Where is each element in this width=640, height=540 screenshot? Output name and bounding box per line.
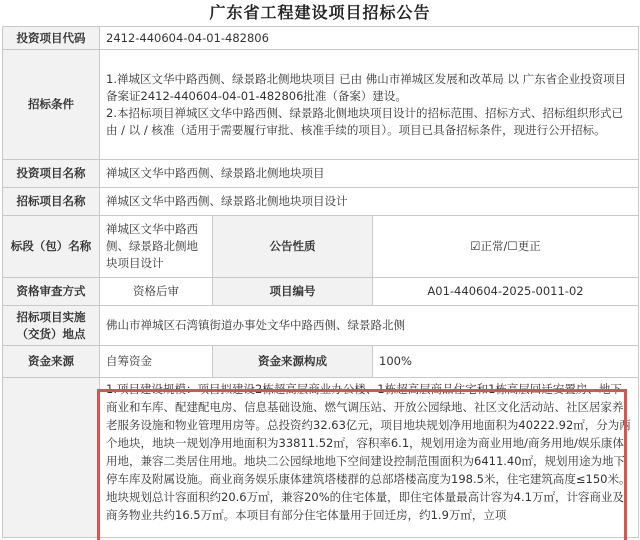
nature-value: ☑正常/☐更正 — [373, 216, 639, 278]
fund-ratio-label: 资金来源构成 — [213, 346, 373, 378]
row-invest-name — [3, 160, 639, 188]
row-code — [3, 27, 639, 50]
scale-label-empty — [3, 378, 100, 538]
row-conditions — [3, 50, 639, 160]
conditions-paragraph-2: 2.本招标项目禅城区文华中路西侧、绿景路北侧地块项目设计的招标范围、招标方式、招标组织形式已由 / 以 / 核准（适用于需要履行审批、核准手续的项目）。项目已具备招标条件，现进行公开招标。 — [106, 105, 623, 137]
row-section — [3, 216, 639, 278]
bid-name-label: 招标项目名称 — [3, 188, 100, 216]
section-value: 禅城区文华中路西侧、绿景路北侧地块项目设计 — [100, 216, 213, 278]
invest-name-label: 投资项目名称 — [3, 160, 100, 188]
scale-paragraph: 1.项目建设规模：项目拟建设2栋超高层商业办公楼、1栋超高层商品住宅和1栋高层回迁安置房、地下商业和车库、配建配电房、信息基础设施、燃气调压站、开放公园绿地、社区文化活动站、社区居家养老服务设施和物业管理用房等。总投资约32.63亿元，项目地块规划净用地面积为40222.92㎡，分为两个地块，地块一规划净用地面积为33811.52㎡，容积率6.1，规划用途为商业用地/商务用地/娱乐康体用地，兼容二类居住用地。地块二公园绿地地下空间建设控制范围面积为6411.40㎡，规划用途为地下停车库及附属设施。商业商务娱乐康体建筑塔楼群的总部塔楼高度为198.5米，住宅建筑高度≤150米。地块规划总计容面积约20.6万㎡，兼容20%的住宅体量，即住宅体量最高计容为4.1万㎡，计容商业及商务物业共约16.5万㎡。本项目有部分住宅体量用于回迁房，约1.9万㎡，立项 — [106, 382, 631, 522]
highlight-box — [97, 389, 627, 540]
conditions-value — [100, 50, 639, 160]
review-label: 资格审查方式 — [3, 278, 100, 306]
row-bid-name — [3, 188, 639, 216]
row-review — [3, 278, 639, 306]
page-title: 广东省工程建设项目招标公告 — [209, 3, 431, 22]
fund-label: 资金来源 — [3, 346, 100, 378]
conditions-paragraph-1: 1.禅城区文华中路西侧、绿景路北侧地块项目 已由 佛山市禅城区发展和改革局 以 广东省企业投资项目备案证2412-440604-04-01-482806批准（备案）建设。 — [106, 71, 627, 103]
location-label: 招标项目实施（交货）地点 — [3, 306, 100, 346]
section-label: 标段（包）名称 — [3, 216, 100, 278]
review-value: 资格后审 — [100, 278, 213, 306]
row-location — [3, 306, 639, 346]
nature-label: 公告性质 — [213, 216, 373, 278]
location-value: 佛山市禅城区石湾镇街道办事处文华中路西侧、绿景路北侧 — [100, 306, 639, 346]
row-fund — [3, 346, 639, 378]
conditions-label: 招标条件 — [3, 50, 100, 160]
fund-value: 自筹资金 — [100, 346, 213, 378]
project-number-label: 项目编号 — [213, 278, 373, 306]
fund-ratio-value: 100% — [373, 346, 639, 378]
invest-name-value: 禅城区文华中路西侧、绿景路北侧地块项目 — [100, 160, 639, 188]
code-label: 投资项目代码 — [3, 27, 100, 50]
code-value: 2412-440604-04-01-482806 — [100, 27, 639, 50]
project-number-value: A01-440604-2025-0011-02 — [373, 278, 639, 306]
bid-name-value: 禅城区文华中路西侧、绿景路北侧地块项目设计 — [100, 188, 639, 216]
